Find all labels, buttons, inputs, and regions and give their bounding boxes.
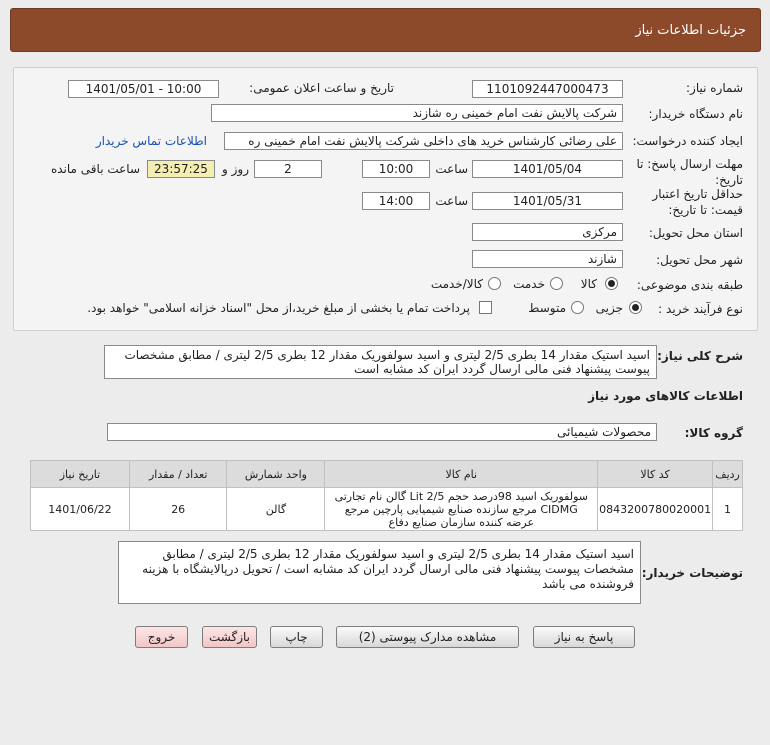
category-goods-service-label: کالا/خدمت — [430, 277, 483, 291]
deadline-time-label: ساعت — [435, 162, 468, 176]
deadline-label: مهلت ارسال پاسخ: تا تاریخ: — [636, 157, 743, 187]
goods-table — [30, 460, 743, 531]
remaining-time-field: 23:57:25 — [147, 160, 215, 178]
city-field: شازند — [472, 250, 623, 268]
goods-group-label: گروه کالا: — [684, 426, 743, 440]
table-header-row — [31, 461, 743, 488]
need-number-field: 1101092447000473 — [472, 80, 623, 98]
description-label: شرح کلی نیاز: — [657, 349, 743, 363]
category-goods-service-radio[interactable] — [488, 277, 501, 290]
process-partial-label: جزیی — [595, 301, 623, 315]
cell-code: 0843200780020001 — [598, 488, 713, 531]
payment-note: پرداخت تمام یا بخشی از مبلغ خرید،از محل "اسناد خزانه اسلامی" خواهد بود. — [87, 301, 470, 315]
category-service-label: خدمت — [513, 277, 545, 291]
cell-row: 1 — [713, 488, 743, 531]
days-field: 2 — [254, 160, 322, 178]
province-label: استان محل تحویل: — [648, 226, 743, 240]
col-header-code: کد کالا — [598, 461, 713, 488]
buyer-notes-label: توضیحات خریدار: — [641, 566, 743, 580]
buyer-notes-box: اسید استیک مقدار 14 بطری 2/5 لیتری و اسید سولفوریک مقدار 12 بطری 2/5 لیتری / مطابق مشخصات پیوست پیشنهاد فنی مالی ارسال گردد ایران کد مشابه است / تحویل درپالایشگاه با هزینه فروشنده می باشد — [118, 541, 641, 604]
cell-name: سولفوریک اسید 98درصد حجم 2/5 Lit گالن نام تجارتی CIDMG مرجع سازنده صنایع شیمیایی پارچین مرجع عرضه کننده سازمان صنایع دفاع — [325, 488, 598, 531]
back-button[interactable]: بازگشت — [202, 626, 257, 648]
buyer-field: شرکت پالایش نفت امام خمینی ره شازند — [211, 104, 623, 122]
buyer-contact-link[interactable]: اطلاعات تماس خریدار — [95, 134, 207, 148]
table-row — [31, 488, 743, 531]
col-header-date: تاریخ نیاز — [31, 461, 130, 488]
col-header-row: ردیف — [713, 461, 743, 488]
category-service-radio[interactable] — [550, 277, 563, 290]
need-number-label: شماره نیاز: — [686, 81, 743, 95]
view-attachments-button[interactable]: مشاهده مدارک پیوستی (2) — [336, 626, 519, 648]
announce-label: تاریخ و ساعت اعلان عمومی: — [249, 81, 394, 95]
province-field: مرکزی — [472, 223, 623, 241]
col-header-qty: تعداد / مقدار — [129, 461, 227, 488]
reply-button[interactable]: پاسخ به نیاز — [533, 626, 635, 648]
creator-label: ایجاد کننده درخواست: — [632, 134, 743, 148]
category-goods-radio[interactable] — [605, 277, 618, 290]
treasury-checkbox[interactable] — [479, 301, 492, 314]
cell-date: 1401/06/22 — [31, 488, 130, 531]
process-medium-radio[interactable] — [571, 301, 584, 314]
deadline-time-field: 10:00 — [362, 160, 430, 178]
city-label: شهر محل تحویل: — [656, 253, 743, 267]
creator-field: علی رضائی کارشناس خرید های داخلی شرکت پالایش نفت امام خمینی ره — [224, 132, 623, 150]
exit-button[interactable]: خروج — [135, 626, 188, 648]
validity-label: حداقل تاریخ اعتبار قیمت: تا تاریخ: — [652, 187, 743, 217]
remaining-label: ساعت باقی مانده — [50, 162, 140, 176]
deadline-date-field: 1401/05/04 — [472, 160, 623, 178]
goods-group-field: محصولات شیمیائی — [107, 423, 657, 441]
goods-info-title: اطلاعات کالاهای مورد نیاز — [588, 389, 743, 403]
page-header — [10, 8, 761, 52]
description-box: اسید استیک مقدار 14 بطری 2/5 لیتری و اسید سولفوریک مقدار 12 بطری 2/5 لیتری / مطابق مشخصات پیوست پیشنهاد فنی مالی ارسال گردد ایران کد مشابه است — [104, 345, 657, 379]
category-label: طبقه بندی موضوعی: — [636, 278, 743, 292]
col-header-unit: واحد شمارش — [227, 461, 325, 488]
page-title: جزئیات اطلاعات نیاز — [635, 23, 746, 38]
validity-date-field: 1401/05/31 — [472, 192, 623, 210]
buyer-label: نام دستگاه خریدار: — [648, 107, 743, 121]
process-medium-label: متوسط — [528, 301, 566, 315]
print-button[interactable]: چاپ — [270, 626, 323, 648]
days-label: روز و — [222, 162, 249, 176]
process-partial-radio[interactable] — [629, 301, 642, 314]
cell-qty: 26 — [129, 488, 227, 531]
validity-time-field: 14:00 — [362, 192, 430, 210]
process-label: نوع فرآیند خرید : — [658, 302, 743, 316]
validity-time-label: ساعت — [435, 194, 468, 208]
announce-field: 1401/05/01 - 10:00 — [68, 80, 219, 98]
category-goods-label: کالا — [580, 277, 597, 291]
cell-unit: گالن — [227, 488, 325, 531]
col-header-name: نام کالا — [325, 461, 598, 488]
